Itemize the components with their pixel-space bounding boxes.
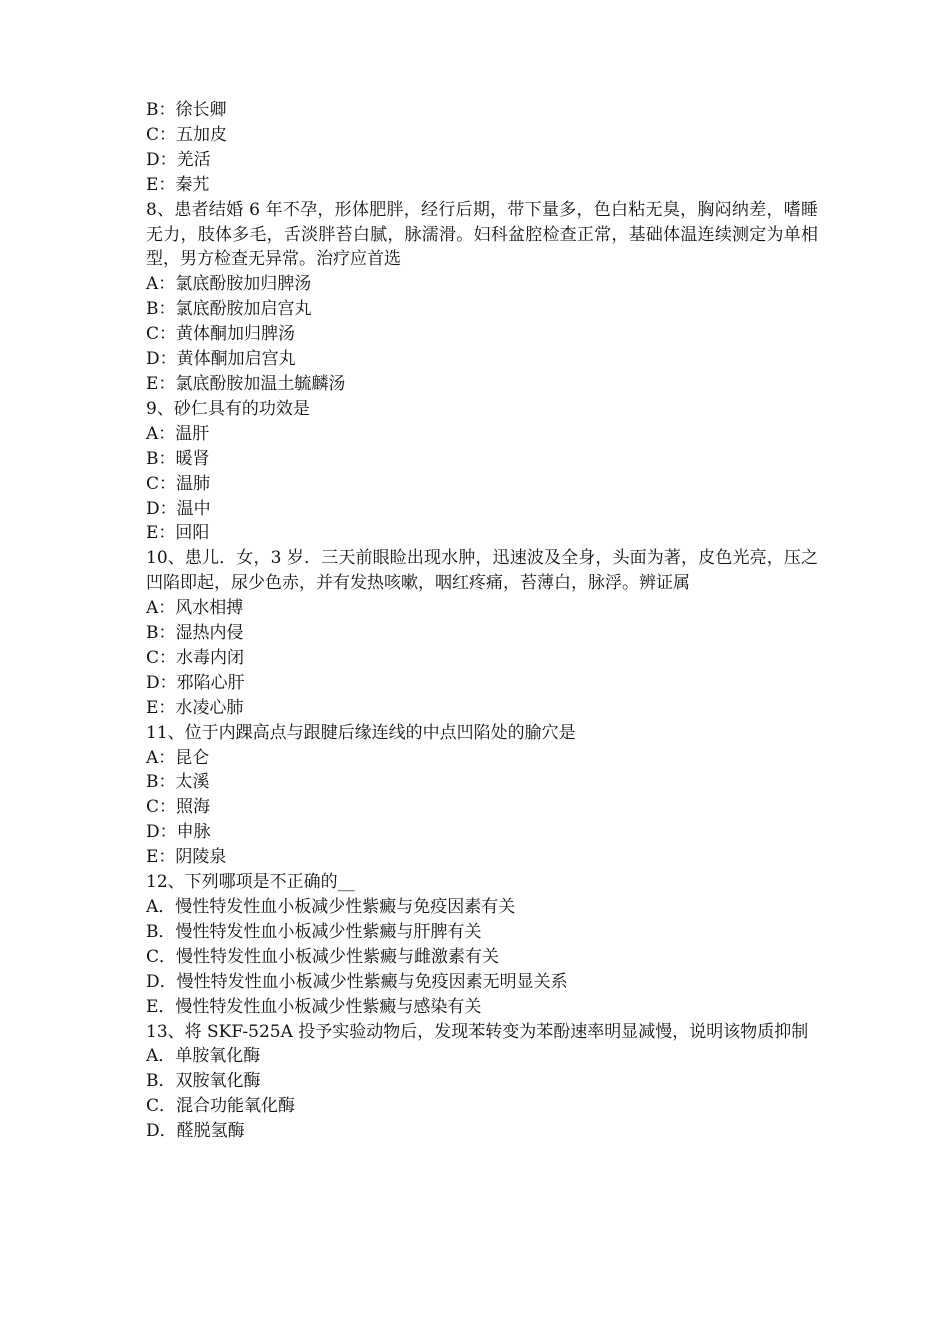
text-line: A：温肝 (146, 423, 210, 444)
text-line: 12、下列哪项是不正确的__ (146, 872, 355, 893)
text-line: D：羌活 (146, 149, 211, 170)
text-line: A：风水相搏 (146, 598, 244, 619)
text-line: B：暖肾 (146, 448, 210, 469)
text-line: C．慢性特发性血小板减少性紫癜与雌激素有关 (146, 946, 500, 967)
text-line: D：邪陷心肝 (146, 672, 245, 693)
text-line: A：氯底酚胺加归脾汤 (146, 274, 312, 295)
text-line: C：温肺 (146, 473, 211, 494)
text-line: 11、位于内踝高点与跟腱后缘连线的中点凹陷处的腧穴是 (146, 722, 576, 743)
text-line: E：秦艽 (146, 174, 210, 195)
text-line: C：照海 (146, 797, 211, 818)
text-line: E：阴陵泉 (146, 847, 227, 868)
text-line: D．慢性特发性血小板减少性紫癜与免疫因素无明显关系 (146, 971, 568, 992)
text-line: B．双胺氧化酶 (146, 1071, 261, 1092)
text-line: B：太溪 (146, 772, 210, 793)
text-line: A：昆仑 (146, 747, 210, 768)
text-line: C：五加皮 (146, 124, 228, 145)
text-line: C．混合功能氧化酶 (146, 1096, 296, 1117)
text-line: B：徐长卿 (146, 100, 227, 120)
text-line: B．慢性特发性血小板减少性紫癜与肝脾有关 (146, 921, 482, 942)
text-line: E：回阳 (146, 523, 210, 544)
text-line: E：水凌心肺 (146, 697, 244, 718)
question-text: 8、患者结婚 6 年不孕，形体肥胖，经行后期，带下量多，色白粘无臭，胸闷纳差，嗜睡无力，肢体多毛，舌淡胖苔白腻，脉濡滑。妇科盆腔检查正常，基础体温连续测定为单相型，男方检查无异常。治疗应首选 (146, 199, 818, 270)
document-page (146, 98, 818, 1144)
text-line: 9、砂仁具有的功效是 (146, 398, 310, 419)
text-line: A．单胺氧化酶 (146, 1046, 261, 1067)
text-line: D．醛脱氢酶 (146, 1121, 245, 1142)
text-line: E：氯底酚胺加温土毓麟汤 (146, 373, 346, 394)
question-text: 10、患儿．女，3 岁．三天前眼睑出现水肿，迅速波及全身，头面为著，皮色光亮，压之凹陷即起，尿少色赤，并有发热咳嗽，咽红疼痛，苔薄白，脉浮。辨证属 (146, 548, 818, 594)
text-line: D：黄体酮加启宫丸 (146, 349, 296, 370)
text-line: A．慢性特发性血小板减少性紫癜与免疫因素有关 (146, 897, 516, 917)
text-line: E．慢性特发性血小板减少性紫癜与感染有关 (146, 996, 482, 1017)
text-line: B：湿热内侵 (146, 623, 244, 644)
text-line: B：氯底酚胺加启宫丸 (146, 299, 312, 320)
question-text: 13、将 SKF-525A 投予实验动物后，发现苯转变为苯酚速率明显减慢，说明该物质抑制 (146, 1021, 809, 1042)
text-line: D：申脉 (146, 822, 211, 843)
text-line: C：黄体酮加归脾汤 (146, 324, 296, 345)
text-line: C：水毒内闭 (146, 647, 245, 668)
text-line: D：温中 (146, 498, 211, 519)
